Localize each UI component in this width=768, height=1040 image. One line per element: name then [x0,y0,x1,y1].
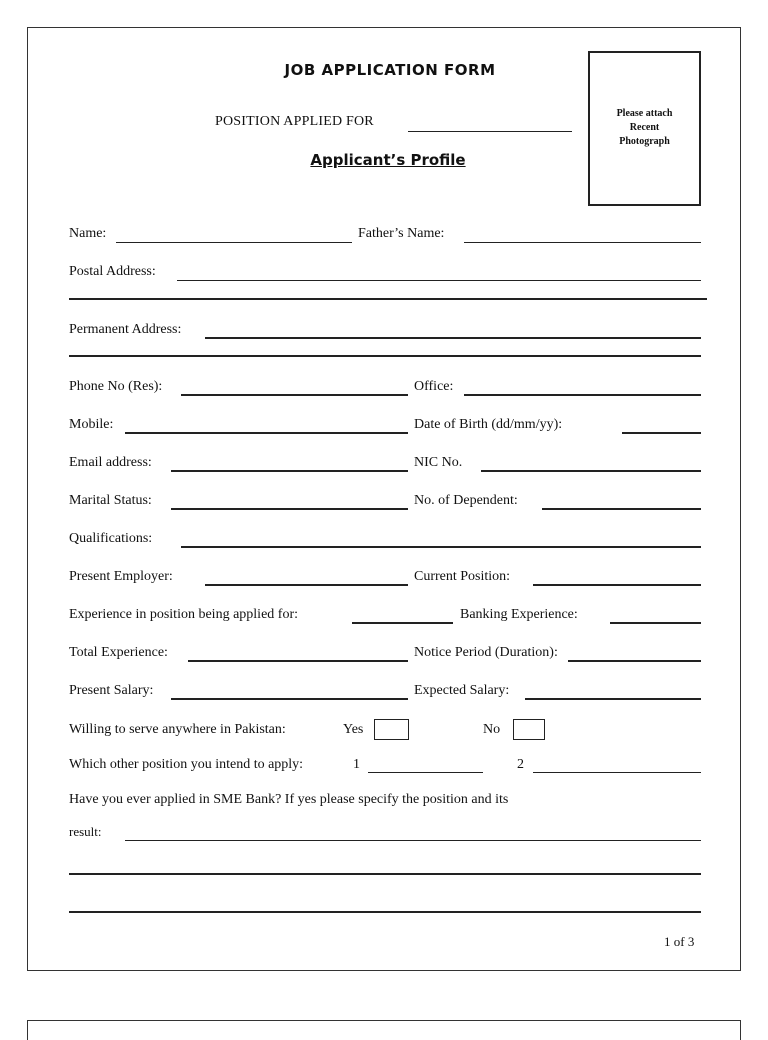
date-of-birth-field[interactable] [622,417,701,434]
dependents-field[interactable] [542,493,701,510]
result-field[interactable] [125,825,701,841]
result-line-2[interactable] [69,858,701,875]
office-field[interactable] [464,379,701,396]
willing-label: Willing to serve anywhere in Pakistan: [69,722,286,737]
email-label: Email address: [69,455,152,470]
experience-position-label: Experience in position being applied for: [69,607,298,622]
position-applied-field[interactable] [408,116,572,132]
nic-field[interactable] [481,455,701,472]
photo-box-line: Please attach [616,108,673,119]
option-1-field[interactable] [368,757,483,773]
position-applied-label: POSITION APPLIED FOR [215,114,374,129]
name-label: Name: [69,226,107,241]
banking-experience-label: Banking Experience: [460,607,578,622]
present-employer-label: Present Employer: [69,569,173,584]
photo-box-line: Photograph [619,136,670,147]
postal-address-label: Postal Address: [69,264,156,279]
option-2-label: 2 [517,757,524,772]
present-salary-field[interactable] [171,683,408,700]
photo-box[interactable] [588,51,701,206]
mobile-label: Mobile: [69,417,114,432]
yes-checkbox[interactable] [374,719,409,740]
profile-heading: Applicant’s Profile [310,151,466,169]
postal-address-field[interactable] [177,264,701,281]
marital-status-label: Marital Status: [69,493,152,508]
other-position-label: Which other position you intend to apply: [69,757,304,772]
qualifications-label: Qualifications: [69,531,153,546]
phone-res-field[interactable] [181,379,408,396]
current-position-field[interactable] [533,569,701,586]
result-line-3[interactable] [69,896,701,913]
office-label: Office: [414,379,454,394]
qualifications-field[interactable] [181,531,701,548]
form-title: JOB APPLICATION FORM [284,61,496,79]
total-experience-field[interactable] [188,645,408,662]
banking-experience-field[interactable] [610,607,701,624]
mobile-field[interactable] [125,417,408,434]
notice-period-field[interactable] [568,645,701,662]
yes-label: Yes [343,722,364,737]
fathers-name-field[interactable] [464,226,701,243]
present-employer-field[interactable] [205,569,408,586]
nic-label: NIC No. [414,455,463,470]
applied-before-label: Have you ever applied in SME Bank? If yes please specify the position and its [69,792,509,807]
no-label: No [483,722,501,737]
photo-box-text [590,107,699,149]
expected-salary-field[interactable] [525,683,701,700]
phone-res-label: Phone No (Res): [69,379,163,394]
photo-box-line: Recent [629,122,660,133]
experience-position-field[interactable] [352,607,453,624]
permanent-address-line-2[interactable] [69,340,701,357]
dependents-label: No. of Dependent: [414,493,518,508]
permanent-address-field[interactable] [205,322,701,339]
postal-address-line-2[interactable] [69,283,707,300]
page-number: 1 of 3 [664,934,695,949]
permanent-address-label: Permanent Address: [69,322,182,337]
result-label: result: [69,824,102,839]
present-salary-label: Present Salary: [69,683,154,698]
email-field[interactable] [171,455,408,472]
fathers-name-label: Father’s Name: [358,226,445,241]
current-position-label: Current Position: [414,569,511,584]
name-field[interactable] [116,226,352,243]
notice-period-label: Notice Period (Duration): [414,645,558,660]
option-2-field[interactable] [533,757,701,773]
date-of-birth-label: Date of Birth (dd/mm/yy): [414,417,563,432]
next-page-edge [27,1020,741,1040]
expected-salary-label: Expected Salary: [414,683,510,698]
option-1-label: 1 [353,757,360,772]
total-experience-label: Total Experience: [69,645,168,660]
no-checkbox[interactable] [513,719,545,740]
marital-status-field[interactable] [171,493,408,510]
